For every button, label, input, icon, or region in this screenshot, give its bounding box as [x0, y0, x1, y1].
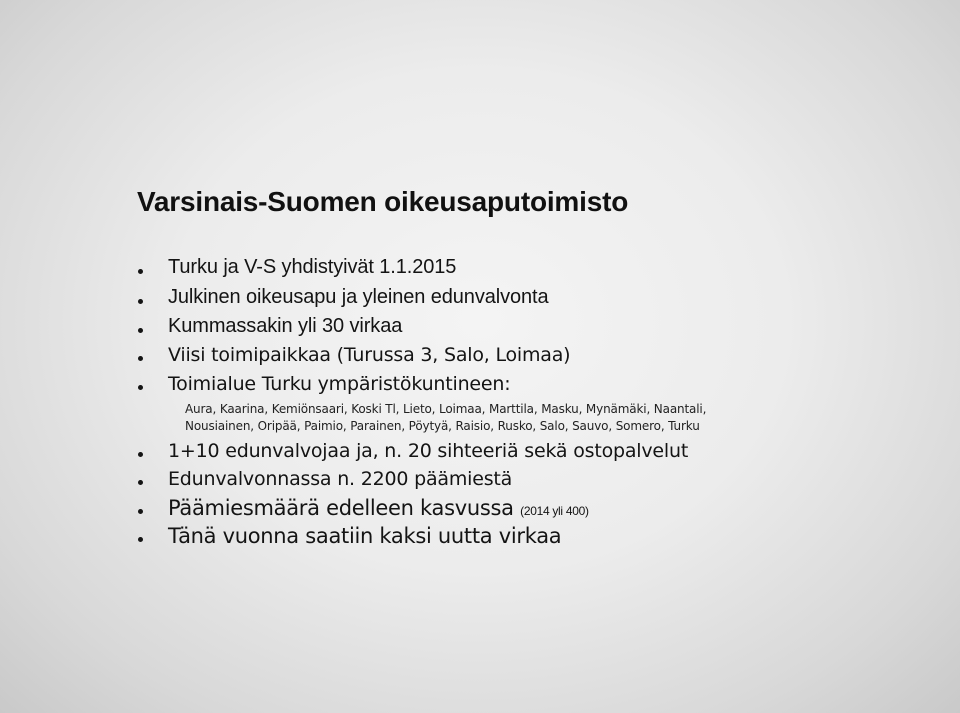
- bullet-text: Edunvalvonnassa n. 2200 päämiestä: [168, 468, 513, 490]
- bullet-dot-icon: [138, 452, 143, 457]
- bullet-dot-icon: [138, 356, 143, 361]
- bullet-text: Tänä vuonna saatiin kaksi uutta virkaa: [168, 524, 562, 548]
- bullet-text: Toimialue Turku ympäristökuntineen:: [168, 373, 511, 395]
- municipality-line: Nousiainen, Oripää, Paimio, Parainen, Pöytyä, Raisio, Rusko, Salo, Sauvo, Somero, Turku: [185, 419, 700, 433]
- bullet-item: [168, 373, 510, 395]
- bullet-text: 1+10 edunvalvojaa ja, n. 20 sihteeriä sekä ostopalvelut: [168, 440, 689, 462]
- bullet-dot-icon: [138, 269, 143, 274]
- growth-note: (2014 yli 400): [520, 504, 589, 518]
- bullet-text: Kummassakin yli 30 virkaa: [168, 315, 403, 337]
- bullet-item: [168, 524, 561, 548]
- bullet-text: Viisi toimipaikkaa (Turussa 3, Salo, Loimaa): [168, 344, 571, 366]
- bullet-item: [168, 496, 589, 520]
- bullet-dot-icon: [138, 537, 143, 542]
- bullet-item: [168, 286, 549, 309]
- bullet-dot-icon: [138, 509, 143, 514]
- bullet-item: [168, 315, 402, 338]
- slide-title: Varsinais-Suomen oikeusaputoimisto: [137, 186, 629, 217]
- bullet-text: Julkinen oikeusapu ja yleinen edunvalvonta: [168, 286, 549, 308]
- bullet-text: Päämiesmäärä edelleen kasvussa: [168, 496, 514, 520]
- bullet-dot-icon: [138, 385, 143, 390]
- bullet-item: [168, 344, 570, 366]
- bullet-item: [168, 468, 512, 490]
- bullet-dot-icon: [138, 299, 143, 304]
- bullet-dot-icon: [138, 328, 143, 333]
- bullet-dot-icon: [138, 480, 143, 485]
- municipality-line: Aura, Kaarina, Kemiönsaari, Koski Tl, Lieto, Loimaa, Marttila, Masku, Mynämäki, Naantali,: [185, 402, 707, 416]
- bullet-item: [168, 440, 688, 462]
- bullet-text: Turku ja V-S yhdistyivät 1.1.2015: [168, 256, 457, 278]
- bullet-item: [168, 256, 456, 279]
